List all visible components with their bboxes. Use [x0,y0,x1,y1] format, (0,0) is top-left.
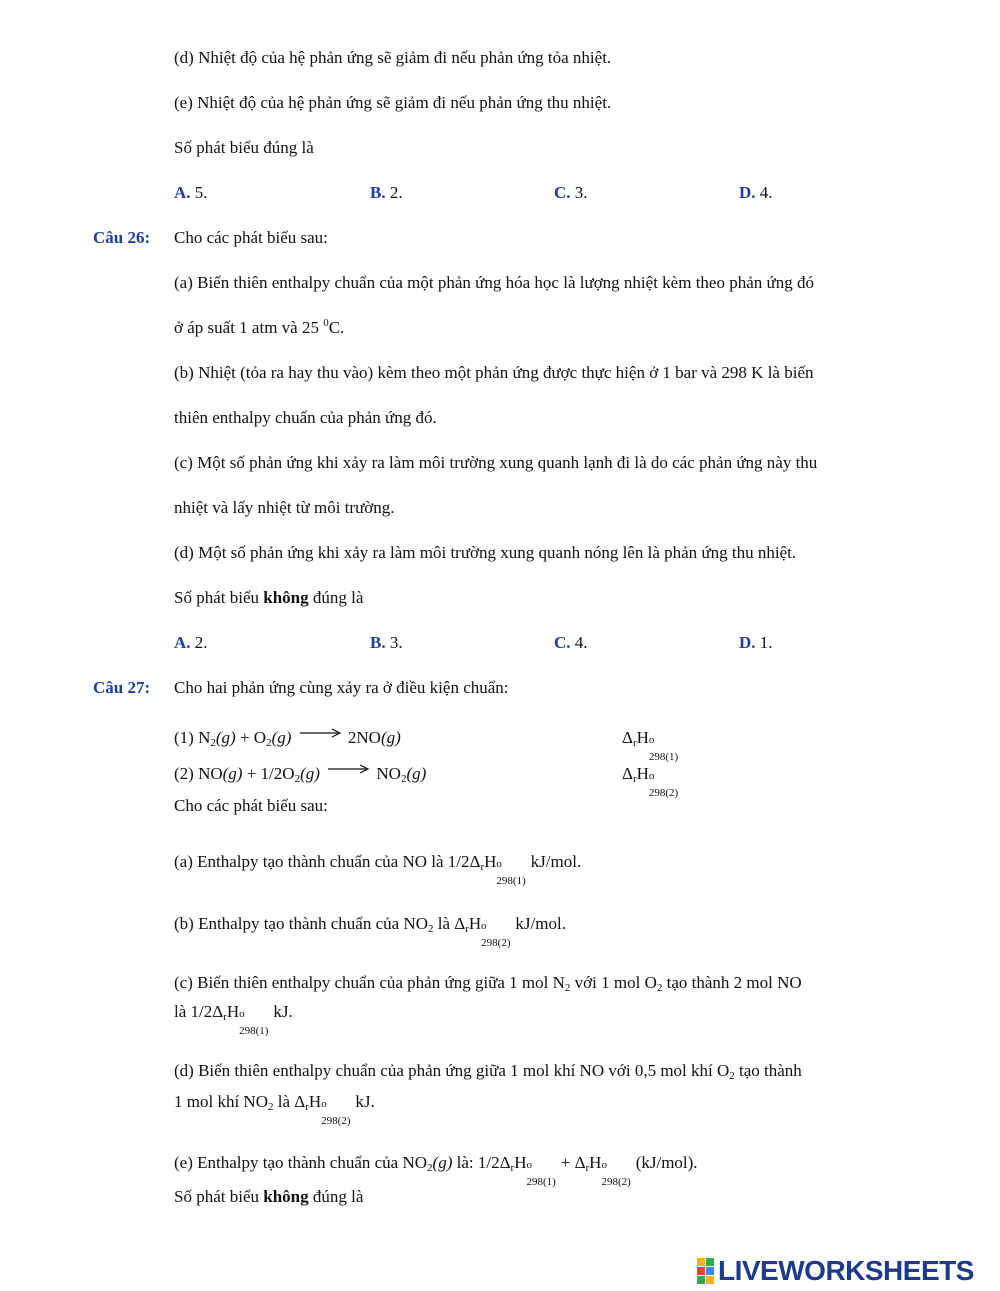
q27-intro: Cho hai phản ứng cùng xảy ra ở điều kiện chuẩn: [174,678,509,697]
q27-intro-2: Cho các phát biểu sau: [174,796,328,815]
q26-statement-c-line1: (c) Một số phản ứng khi xảy ra làm môi trường xung quanh lạnh đi là do các phản ứng này thu [174,453,818,472]
q27-label: Câu 27: [93,678,151,697]
q27-reaction-2-enthalpy: $\Delta_rH$ o 298(2) [622,764,679,799]
q25-option-d[interactable]: D. 4. [739,183,773,202]
q27-reaction-2: (2) $NO(g) + 1/2O_2(g)$ $NO_2(g)$ [174,764,427,785]
q26-statement-a-line1: (a) Biến thiên enthalpy chuẩn của một phản ứng hóa học là lượng nhiệt kèm theo phản ứng đó [174,273,814,292]
reaction-arrow-icon [296,728,344,738]
q26-label: Câu 26: [93,228,151,247]
q27-statement-c-line1: (c) Biến thiên enthalpy chuẩn của phản ứng giữa 1 mol $N_2$ với 1 mol $O_2$ tạo thành 2 mol NO [174,973,802,994]
q27-reaction-1: (1) $N_2(g) + O_2(g)$ 2NO(g) [174,728,401,749]
logo-text: LIVEWORKSHEETS [718,1255,974,1286]
q25-option-a[interactable]: A. 5. [174,183,208,202]
q26-statement-c-line2: nhiệt và lấy nhiệt từ môi trường. [174,498,395,517]
liveworksheets-logo [697,1256,974,1286]
logo-blocks-icon [697,1258,714,1284]
q25-statement-d: (d) Nhiệt độ của hệ phản ứng sẽ giảm đi nếu phản ứng tỏa nhiệt. [174,48,612,67]
q27-statement-d-line1: (d) Biến thiên enthalpy chuẩn của phản ứng giữa 1 mol khí NO với 0,5 mol khí $O_2$ tạo thành [174,1061,802,1082]
q27-question: Số phát biểu không đúng là [174,1187,364,1206]
reaction-arrow-icon [324,764,372,774]
q26-option-b[interactable]: B. 3. [370,633,403,652]
q26-statement-b-line1: (b) Nhiệt (tỏa ra hay thu vào) kèm theo một phản ứng được thực hiện ở 1 bar và 298 K là biến [174,363,814,382]
q25-option-b[interactable]: B. 2. [370,183,403,202]
q25-option-c[interactable]: C. 3. [554,183,588,202]
q26-statement-d: (d) Một số phản ứng khi xảy ra làm môi trường xung quanh nóng lên là phản ứng thu nhiệt. [174,543,797,562]
q27-statement-e: (e) Enthalpy tạo thành chuẩn của $NO_2(g)$ là: $1/2\Delta_rH$ o 298(1) + $\Delta_rH$ o 298(2) (kJ/mol). [174,1153,698,1188]
q27-statement-a: (a) Enthalpy tạo thành chuẩn của NO là $1/2\Delta_rH$ o 298(1) kJ/mol. [174,852,582,887]
q26-question: Số phát biểu không đúng là [174,588,364,607]
q26-statement-a-line2: ở áp suất 1 atm và 25 $^0$C. [174,317,345,337]
q27-statement-d-line2: 1 mol khí $NO_2$ là $\Delta_rH$ o 298(2) kJ. [174,1092,375,1127]
q26-option-c[interactable]: C. 4. [554,633,588,652]
q27-statement-c-line2: là $1/2\Delta_rH$ o 298(1) kJ. [174,1002,293,1037]
q26-statement-b-line2: thiên enthalpy chuẩn của phản ứng đó. [174,408,437,427]
q25-question: Số phát biểu đúng là [174,138,314,157]
q26-option-a[interactable]: A. 2. [174,633,208,652]
q27-reaction-1-enthalpy: $\Delta_rH$ o 298(1) [622,728,679,763]
q26-option-d[interactable]: D. 1. [739,633,773,652]
q26-intro: Cho các phát biểu sau: [174,228,328,247]
q25-statement-e: (e) Nhiệt độ của hệ phản ứng sẽ giảm đi nếu phản ứng thu nhiệt. [174,93,612,112]
q27-statement-b: (b) Enthalpy tạo thành chuẩn của $NO_2$ là $\Delta_rH$ o 298(2) kJ/mol. [174,914,566,949]
